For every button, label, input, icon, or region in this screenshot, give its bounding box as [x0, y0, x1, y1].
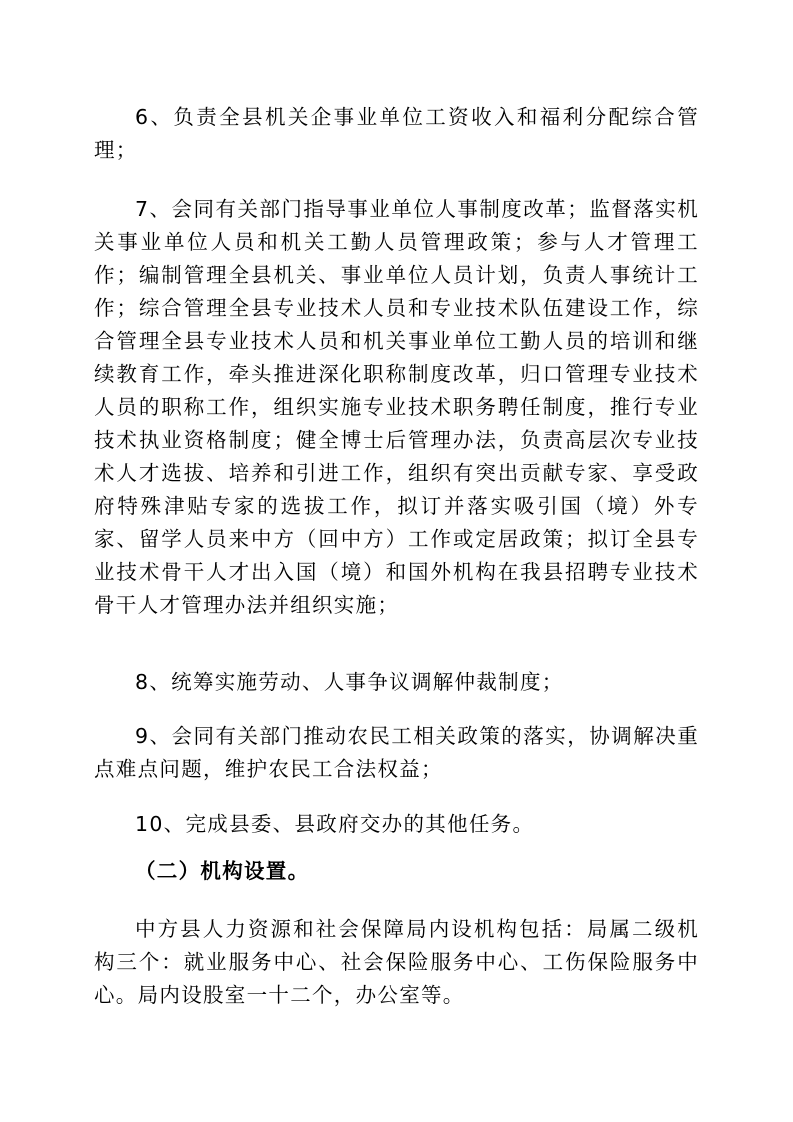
paragraph-item-6: 6、负责全县机关企事业单位工资收入和福利分配综合管理；	[94, 105, 699, 162]
paragraph-item-8: 8、统筹实施劳动、人事争议调解仲裁制度；	[135, 670, 564, 694]
section-body-paragraph: 中方县人力资源和社会保障局内设机构包括：局属二级机构三个：就业服务中心、社会保险服务中心、工伤保险服务中心。局内设股室一十二个，办公室等。	[94, 917, 699, 1007]
paragraph-item-9: 9、会同有关部门推动农民工相关政策的落实，协调解决重点难点问题，维护农民工合法权益；	[94, 724, 699, 781]
paragraph-item-7: 7、会同有关部门指导事业单位人事制度改革；监督落实机关事业单位人员和机关工勤人员管理政策；参与人才管理工作；编制管理全县机关、事业单位人员计划，负责人事统计工作；综合管理全县专业技术人员和专业技术队伍建设工作，综合管理全县专业技术人员和机关事业单位工勤人员的培训和继续教育工作，牵头推进深化职称制度改革，归口管理专业技术人员的职称工作，组织实施专业技术职务聘任制度，推行专业技术执业资格制度；健全博士后管理办法，负责高层次专业技术人才选拔、培养和引进工作，组织有突出贡献专家、享受政府特殊津贴专家的选拔工作，拟订并落实吸引国（境）外专家、留学人员来中方（回中方）工作或定居政策；拟订全县专业技术骨干人才出入国（境）和国外机构在我县招聘专业技术骨干人才管理办法并组织实施；	[94, 197, 699, 617]
section-heading: （二）机构设置。	[135, 859, 310, 883]
paragraph-item-10: 10、完成县委、县政府交办的其他任务。	[135, 812, 535, 836]
